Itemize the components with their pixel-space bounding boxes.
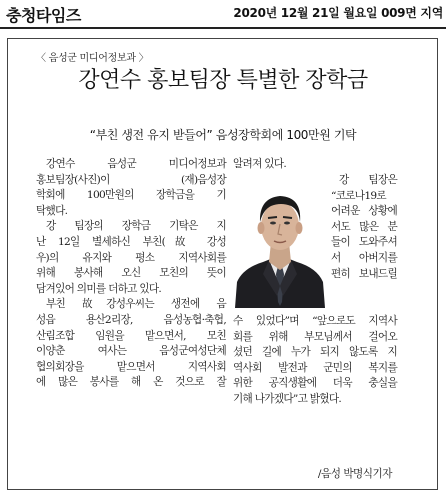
body-line: 성읍 용산2리장, 음성농협·축협, (36, 313, 226, 326)
portrait-image (233, 178, 327, 308)
body-line: 수 있었다”며 “앞으로도 지역사 (233, 315, 397, 327)
dateline: 2020년 12월 21일 월요일 009면 지역 (233, 6, 443, 20)
right-column-bottom (233, 314, 397, 408)
body-line: “코로나19로 (331, 189, 386, 202)
body-line: 알려져 있다. (233, 158, 287, 170)
body-line: 위해 봉사해 오신 모친의 뜻이 (36, 267, 226, 280)
body-line: 기해 나가겠다”고 밝혔다. (233, 392, 342, 405)
body-line: 어려운 상황에 (331, 205, 397, 218)
newspaper-header (0, 0, 446, 27)
body-line: 서도 많은 분 (331, 220, 397, 233)
masthead: 충청타임즈 (6, 6, 81, 25)
right-wrap-column (331, 173, 397, 282)
body-line: 이양춘 여사는 음성군여성단체 (36, 345, 226, 358)
body-line: 위한 공직생활에 더욱 충실을 (233, 377, 397, 390)
body-line: 우)의 유지와 평소 지역사회를 (36, 251, 226, 264)
body-line: 협의회장을 맡으면서 지역사회 (36, 360, 226, 373)
subheadline: “부친 생전 유지 받들어” 음성장학회에 100만원 기탁 (89, 128, 357, 142)
body-line: 담겨있어 의미를 더하고 있다. (36, 282, 162, 295)
right-column-top (233, 157, 393, 173)
body-line: 홍보팀장(사진)이 (재)음성장 (36, 173, 226, 186)
headline: 강연수 홍보팀장 특별한 장학금 (78, 68, 368, 93)
header-rule (0, 27, 446, 29)
body-line: 강연수 음성군 미디어정보과 (46, 158, 226, 170)
body-line: 역사회 발전과 군민의 복지를 (233, 361, 397, 374)
body-line: 학회에 100만원의 장학금을 기 (36, 189, 226, 202)
body-line: 에 많은 봉사를 해 온 것으로 잘 (36, 376, 226, 389)
body-line: 산림조합 임원을 맡으면서, 모친 (36, 329, 226, 342)
section-label: 〈 음성군 미디어정보과 〉 (36, 53, 149, 64)
body-line: 강 팀장은 (339, 174, 397, 186)
body-line: 편히 보내드릴 (331, 267, 397, 280)
body-line: 탁했다. (36, 204, 68, 217)
body-line: 들이 도와주셔 (331, 236, 397, 249)
body-line: 부친 故강성우씨는 생전에 음 (46, 298, 226, 311)
body-line: 난 12일 별세하신 부친(故 강성 (36, 235, 226, 248)
body-line: 강 팀장의 장학금 기탁은 지 (46, 220, 226, 233)
left-column (36, 157, 226, 391)
byline: /음성 박명식기자 (317, 468, 392, 480)
portrait-photo (233, 178, 327, 308)
body-line: 셨던 길에 누가 되지 않도록 지 (233, 346, 397, 359)
body-line: 서 아버지를 (331, 251, 397, 264)
body-line: 회를 위해 부모님께서 걸어오 (233, 330, 397, 343)
